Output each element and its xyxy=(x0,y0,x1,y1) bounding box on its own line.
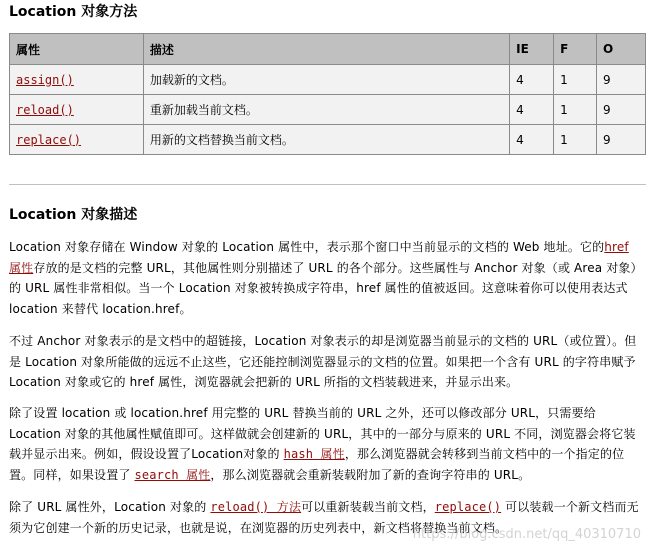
paragraph-3 xyxy=(9,403,643,485)
cell-ie: 4 xyxy=(510,65,554,95)
cell-f: 1 xyxy=(554,65,597,95)
table-header-row xyxy=(10,34,646,65)
replace-method-link[interactable]: replace() xyxy=(434,500,502,514)
cell-name xyxy=(10,65,144,95)
p4-text-2: 可以重新装载当前文档， xyxy=(301,500,435,514)
cell-desc: 加载新的文档。 xyxy=(143,65,509,95)
paragraph-1 xyxy=(9,237,643,319)
cell-ie: 4 xyxy=(510,125,554,155)
p1-text-1: Location 对象存储在 Window 对象的 Location 属性中，表示那个窗口中当前显示的文档的 Web 地址。它的 xyxy=(9,240,605,254)
description-heading: Location 对象描述 xyxy=(9,207,138,223)
p4-text-3: 可以装载一个新文档而无须为它创建一个新的历史记录，也就是说，在浏览器的历史列表中，新文档将替换当前文档。 xyxy=(9,500,639,535)
search-property-link[interactable]: search 属性 xyxy=(134,467,211,482)
header-ie: IE xyxy=(510,34,554,65)
cell-o: 9 xyxy=(597,95,646,125)
p4-text-1: 除了 URL 属性外，Location 对象的 xyxy=(9,500,211,514)
cell-ie: 4 xyxy=(510,95,554,125)
header-o: O xyxy=(597,34,646,65)
p3-text-1: 除了设置 location 或 location.href 用完整的 URL 替换当前的 URL 之外，还可以修改部分 URL，只需要给 Location 对象的其他属性赋值即可。这样做就会创建新的 URL，其中的一部分与原来的 URL 不同，浏览器会将它装载并显示出来。例如，假设设置了Location对象的 xyxy=(9,406,636,461)
cell-f: 1 xyxy=(554,125,597,155)
header-description: 描述 xyxy=(143,34,509,65)
watermark: https://blog.csdn.net/qq_40310710 xyxy=(412,527,641,542)
cell-f: 1 xyxy=(554,95,597,125)
cell-desc: 用新的文档替换当前文档。 xyxy=(143,125,509,155)
section-divider xyxy=(9,184,646,185)
table-row xyxy=(10,65,646,95)
cell-name xyxy=(10,125,144,155)
cell-o: 9 xyxy=(597,65,646,95)
cell-desc: 重新加载当前文档。 xyxy=(143,95,509,125)
methods-table xyxy=(9,33,646,155)
reload-method-link[interactable]: reload() 方法 xyxy=(210,500,302,514)
methods-heading: Location 对象方法 xyxy=(9,4,138,20)
header-f: F xyxy=(554,34,597,65)
replace-link[interactable]: replace() xyxy=(16,132,82,147)
assign-link[interactable]: assign() xyxy=(16,72,74,87)
cell-name xyxy=(10,95,144,125)
href-property-link[interactable]: href 属性 xyxy=(9,240,629,275)
hash-property-link[interactable]: hash 属性 xyxy=(283,447,345,461)
p3-text-2: ，那么浏览器就会转移到当前文档中的一个指定的位置。同样，如果设置了 xyxy=(9,447,625,482)
p1-text-2: 存放的是文档的完整 URL，其他属性则分别描述了 URL 的各个部分。这些属性与 Anchor 对象（或 Area 对象）的 URL 属性非常相似。当一个 Location 对象被转换成字符串，href 属性的值被返回。这意味着你可以使用表达式 location 来替代 location.href。 xyxy=(9,260,643,316)
table-row xyxy=(10,95,646,125)
reload-link[interactable]: reload() xyxy=(16,102,74,117)
paragraph-2: 不过 Anchor 对象表示的是文档中的超链接，Location 对象表示的却是浏览器当前显示的文档的 URL（或位置）。但是 Location 对象所能做的远远不止这些，它还能控制浏览器显示的文档的位置。如果把一个含有 URL 的字符串赋予 Location 对象或它的 href 属性，浏览器就会把新的 URL 所指的文档装载进来，并显示出来。 xyxy=(9,334,637,389)
header-property: 属性 xyxy=(10,34,144,65)
p3-text-3: ，那么浏览器就会重新装载附加了新的查询字符串的 URL。 xyxy=(210,467,531,482)
table-row xyxy=(10,125,646,155)
cell-o: 9 xyxy=(597,125,646,155)
